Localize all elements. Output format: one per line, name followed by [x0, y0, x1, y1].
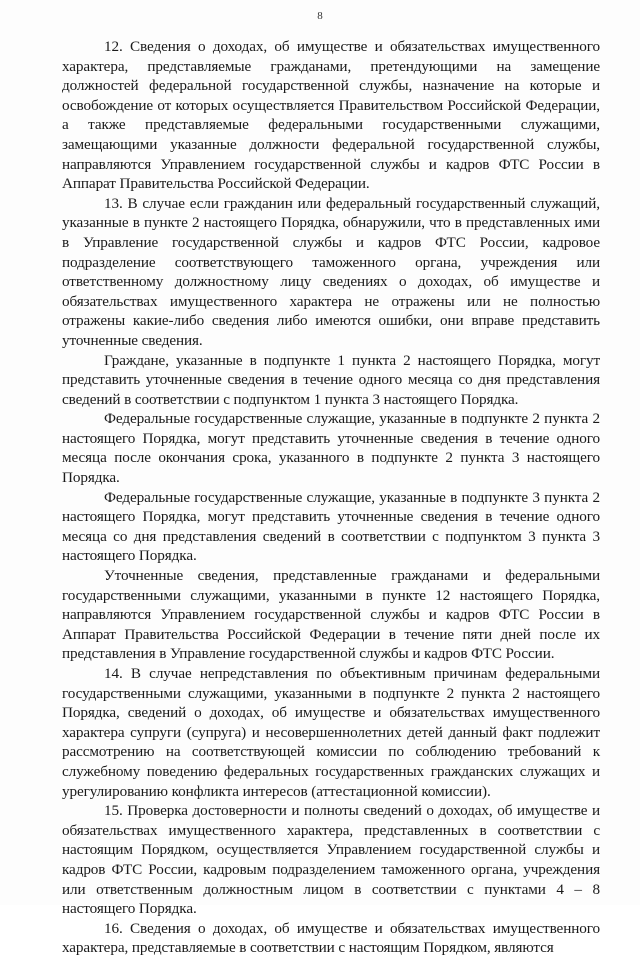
paragraph-13: 13. В случае если гражданин или федеральный государственный служащий, указанные в пункте 2 настоящего Порядка, обнаружили, что в представленных ими в Управление государственной службы и кадров ФТС России, кадровое подразделение соответствующего таможенного органа, учреждения или ответственному должностному лицу сведениях о доходах, об имуществе и обязательствах имущественного характера не отражены или не полностью отражены какие-либо сведения либо имеются ошибки, они вправе представить уточненные сведения. [62, 194, 600, 349]
paragraph-16: 16. Сведения о доходах, об имуществе и обязательствах имущественного характера, представляемые в соответствии с настоящим Порядком, являются [62, 919, 600, 957]
paragraph-13-citizens: Граждане, указанные в подпункте 1 пункта 2 настоящего Порядка, могут представить уточненные сведения в течение одного месяца со дня представления сведений в соответствии с подпунктом 1 пункта 3 настоящего Порядка. [62, 351, 600, 408]
page-number: 8 [317, 10, 323, 22]
paragraph-13-servants-sub2: Федеральные государственные служащие, указанные в подпункте 2 пункта 2 настоящего Порядка, могут представить уточненные сведения в течение одного месяца после окончания срока, указанного в подпункте 2 пункта 3 настоящего Порядка. [62, 410, 600, 487]
paragraph-15: 15. Проверка достоверности и полноты сведений о доходах, об имуществе и обязательствах имущественного характера, представленных в соответствии с настоящим Порядком, осуществляется Управлением государственной службы и кадров ФТС России, кадровым подразделением таможенного органа, учреждения или ответственным должностным лицом в соответствии с пунктами 4 – 8 настоящего Порядка. [62, 802, 600, 918]
paragraph-13-servants-sub3: Федеральные государственные служащие, указанные в подпункте 3 пункта 2 настоящего Порядка, могут представить уточненные сведения в течение одного месяца со дня представления сведений в соответствии с подпунктом 3 пункта 3 настоящего Порядка. [62, 488, 600, 565]
document-body [62, 37, 600, 958]
paragraph-12: 12. Сведения о доходах, об имуществе и обязательствах имущественного характера, представляемые гражданами, претендующими на замещение должностей федеральной государственной службы, назначение на которые и освобождение от которых осуществляется Правительством Российской Федерации, а также представляемые федеральными государственными служащими, замещающими указанные должности федеральной государственной службы, направляются Управлением государственной службы и кадров ФТС России в Аппарат Правительства Российской Федерации. [62, 38, 600, 193]
paragraph-14: 14. В случае непредставления по объективным причинам федеральными государственными служащими, указанными в подпункте 2 пункта 2 настоящего Порядка, сведений о доходах, об имуществе и обязательствах имущественного характера супруги (супруга) и несовершеннолетних детей данный факт подлежит рассмотрению на соответствующей комиссии по соблюдению требований к служебному поведению федеральных государственных гражданских служащих и урегулированию конфликта интересов (аттестационной комиссии). [62, 665, 600, 800]
paragraph-13-corrected-info: Уточненные сведения, представленные гражданами и федеральными государственными служащими, указанными в пункте 12 настоящего Порядка, направляются Управлением государственной службы и кадров ФТС России в Аппарат Правительства Российской Федерации в течение пяти дней после их представления в Управление государственной службы и кадров ФТС России. [62, 567, 600, 663]
